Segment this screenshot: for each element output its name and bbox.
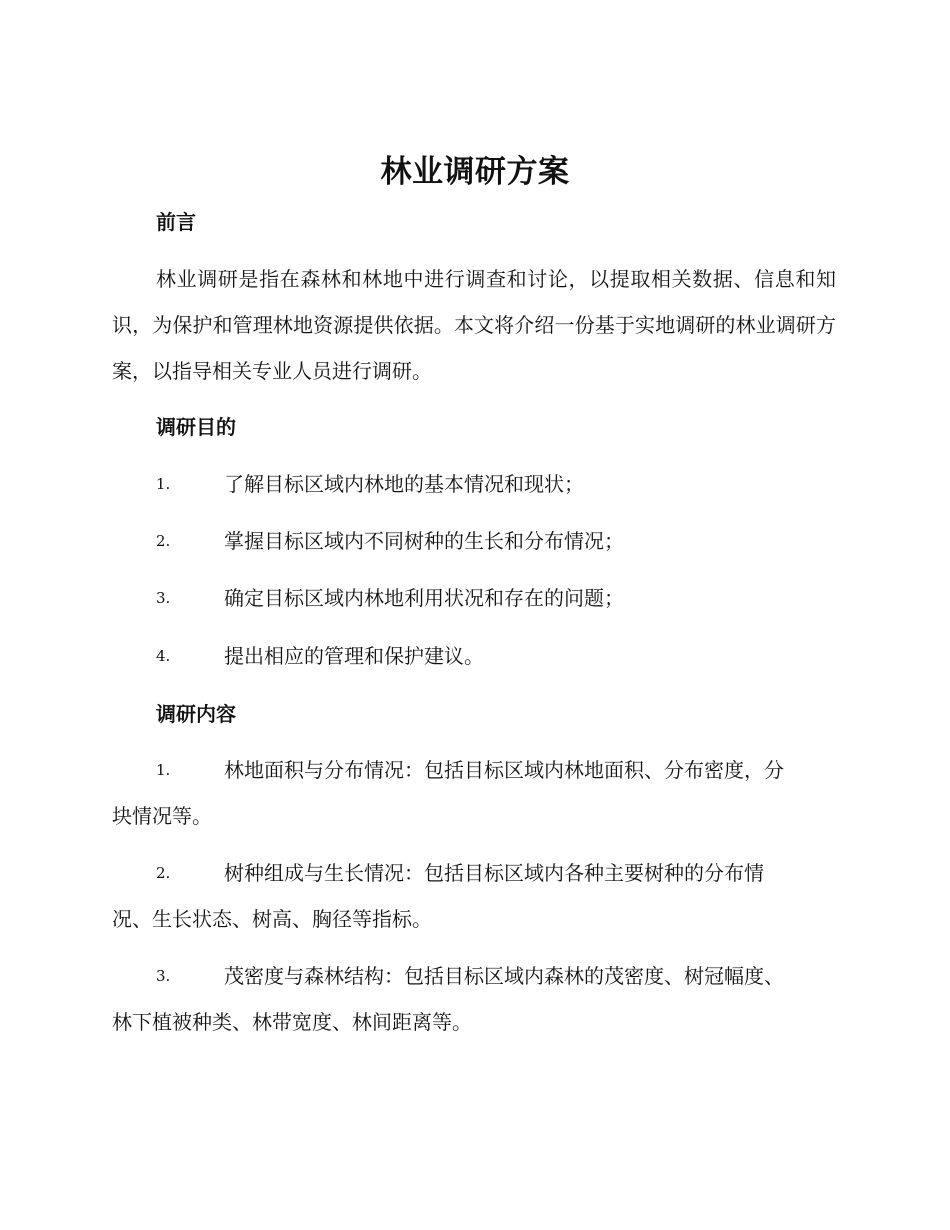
list-number: 4.: [156, 647, 171, 665]
list-item-text: 确定目标区域内林地利用状况和存在的问题；: [224, 586, 624, 610]
list-number: 3.: [156, 967, 171, 985]
list-number: 1.: [156, 475, 171, 493]
content-item-text-line1: 树种组成与生长情况：包括目标区域内各种主要树种的分布情: [224, 861, 764, 885]
preface-heading: 前言: [156, 210, 196, 234]
content-item-text-line2: 林下植被种类、林带宽度、林间距离等。: [112, 1010, 472, 1034]
document-title: 林业调研方案: [380, 154, 570, 190]
purpose-list-item: [0, 461, 950, 507]
purpose-heading: 调研目的: [156, 415, 236, 439]
list-number: 1.: [156, 761, 171, 779]
purpose-list-item: [0, 633, 950, 679]
list-number: 2.: [156, 532, 171, 550]
content-item-text-line2: 况、生长状态、树高、胸径等指标。: [112, 907, 432, 931]
list-item-text: 掌握目标区域内不同树种的生长和分布情况；: [224, 529, 624, 553]
list-item-text: 提出相应的管理和保护建议。: [224, 644, 484, 668]
list-number: 2.: [156, 864, 171, 882]
content-item-text-line1: 林地面积与分布情况：包括目标区域内林地面积、分布密度，分: [224, 758, 784, 782]
content-item-text-line1: 茂密度与森林结构：包括目标区域内森林的茂密度、树冠幅度、: [224, 964, 784, 988]
list-number: 3.: [156, 589, 171, 607]
purpose-list-item: [0, 518, 950, 564]
content-list-item: [112, 747, 836, 839]
preface-paragraph: 林业调研是指在森林和林地中进行调查和讨论，以提取相关数据、信息和知识，为保护和管理林地资源提供依据。本文将介绍一份基于实地调研的林业调研方案，以指导相关专业人员进行调研。: [112, 267, 836, 383]
list-item-text: 了解目标区域内林地的基本情况和现状；: [224, 472, 584, 496]
purpose-list-item: [0, 575, 950, 621]
content-heading: 调研内容: [156, 702, 236, 726]
content-item-text-line2: 块情况等。: [112, 804, 212, 828]
content-list-item: [112, 953, 836, 1045]
content-list-item: [112, 850, 836, 942]
